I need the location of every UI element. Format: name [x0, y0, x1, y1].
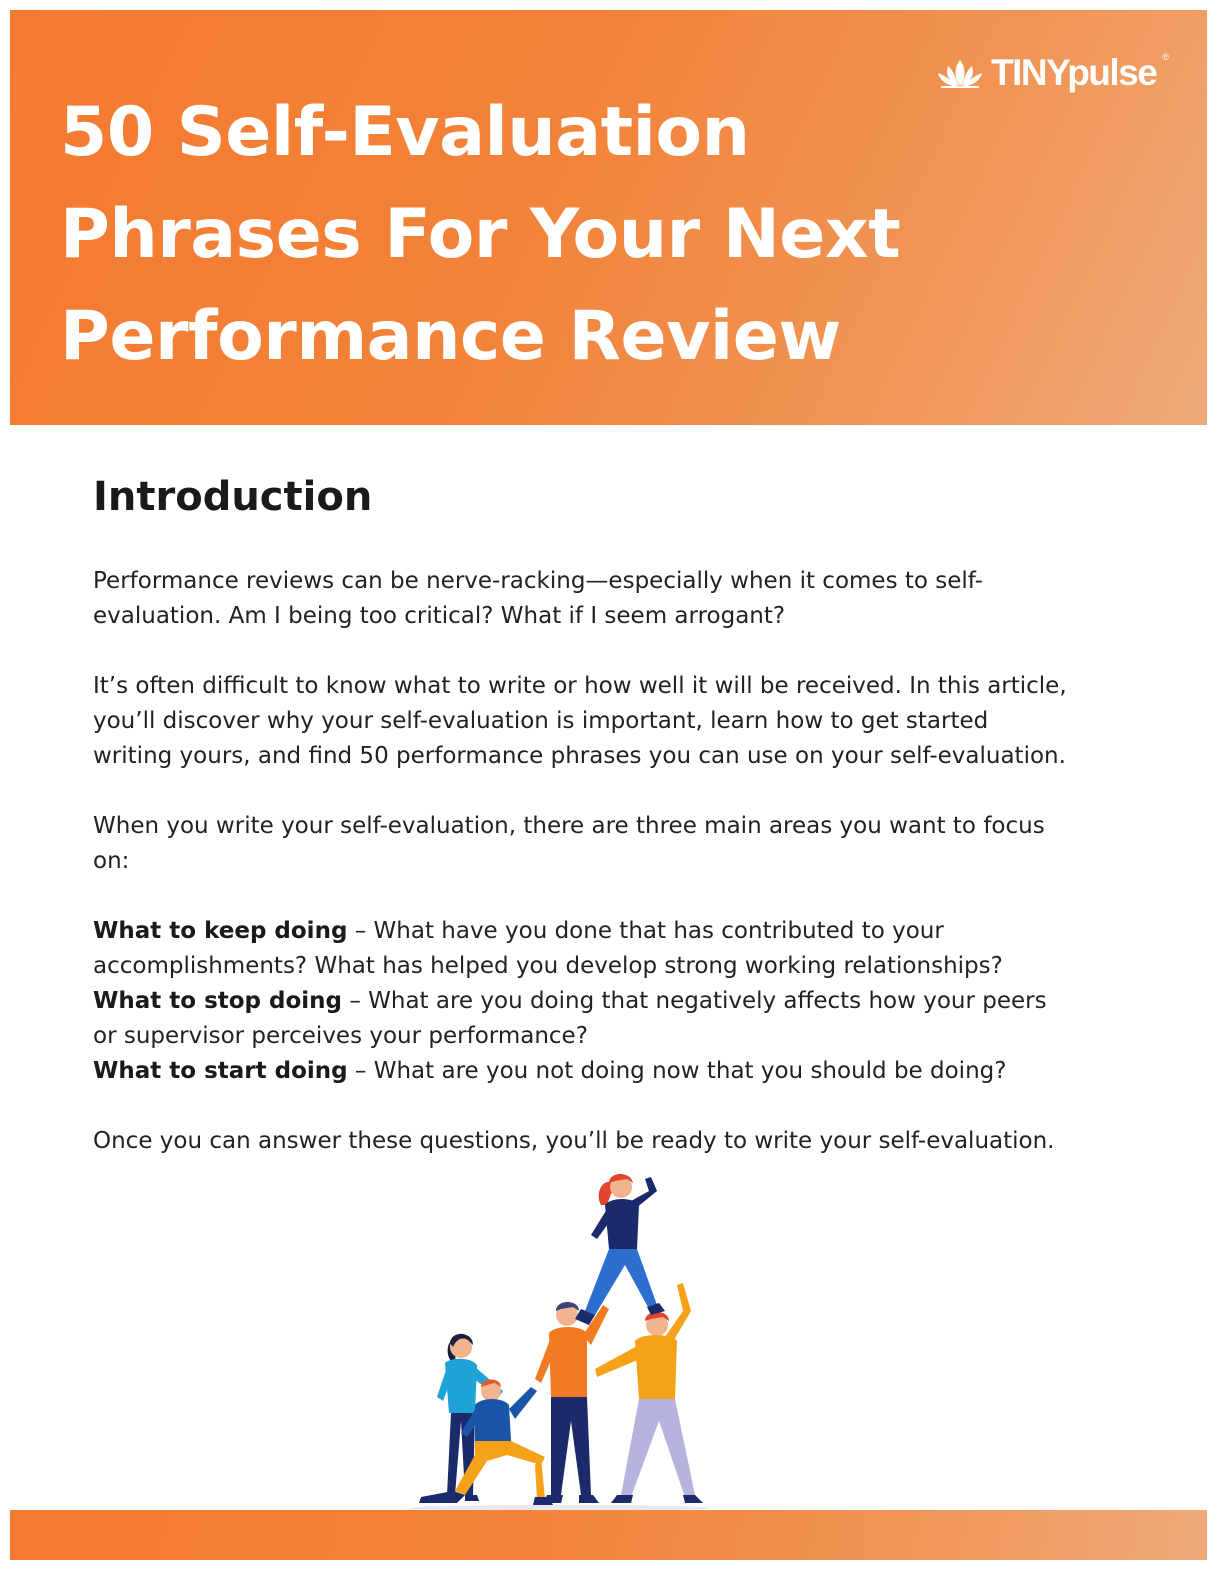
brand-logo: [935, 48, 1169, 98]
focus-label: What to stop doing: [93, 988, 343, 1014]
registered-mark: ®: [1162, 52, 1169, 62]
title-line-2: Phrases For Your Next: [60, 195, 901, 274]
header-banner: [10, 10, 1207, 425]
intro-paragraph-3: When you write your self-evaluation, there are three main areas you want to focus on:: [93, 813, 1045, 874]
focus-text: – What have you done that has contributed to your accomplishments? What has helped you develop strong working relationships?: [93, 918, 1003, 979]
article-body: [93, 470, 1073, 1194]
focus-item-start: [93, 1054, 1068, 1089]
focus-text: – What are you not doing now that you should be doing?: [347, 1058, 1007, 1084]
title-line-3: Performance Review: [60, 297, 841, 376]
intro-paragraph-1: Performance reviews can be nerve-racking—especially when it comes to self-evaluation. Am I being too critical? What if I seem arrogant?: [93, 568, 983, 629]
closing-paragraph: Once you can answer these questions, you’ll be ready to write your self-evaluation.: [93, 1128, 1055, 1154]
focus-text: – What are you doing that negatively affects how your peers or supervisor perceives your performance?: [93, 988, 1047, 1049]
intro-paragraph-2: It’s often difficult to know what to write or how well it will be received. In this article, you’ll discover why your self-evaluation is important, learn how to get started writing yours, and find 50 performance phrases you can use on your self-evaluation.: [93, 673, 1067, 769]
page-title: [60, 82, 960, 388]
logo-wordmark: TINYpulse: [990, 52, 1157, 93]
focus-item-stop: [93, 984, 1068, 1054]
focus-item-keep: [93, 914, 1068, 984]
title-line-1: 50 Self-Evaluation: [60, 93, 750, 172]
teamwork-illustration: [395, 1165, 725, 1515]
focus-areas-list: [93, 914, 1073, 1089]
focus-label: What to start doing: [93, 1058, 348, 1084]
focus-label: What to keep doing: [93, 918, 348, 944]
footer-bar: [10, 1510, 1207, 1560]
section-heading: Introduction: [93, 474, 373, 520]
